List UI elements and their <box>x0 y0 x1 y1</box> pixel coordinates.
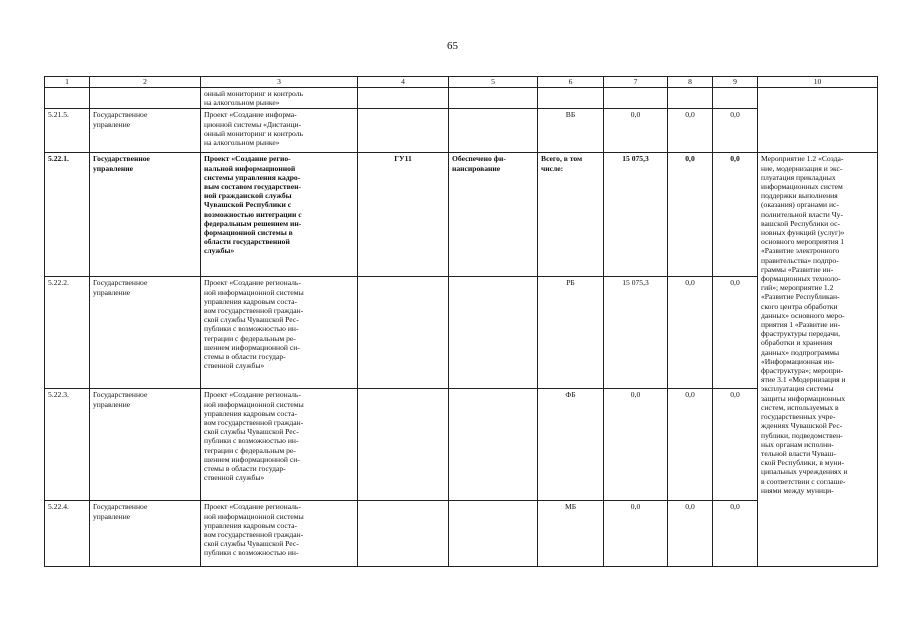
cell-value: 0,0 <box>668 153 713 277</box>
cell-num: 5.22.3. <box>45 389 90 501</box>
cell-result <box>449 389 538 501</box>
cell-note-prev <box>758 88 878 153</box>
cell-source: МБ <box>538 501 604 567</box>
cell-code <box>358 277 449 389</box>
cell-source: ВБ <box>538 109 604 153</box>
cell-manager: Государственное управление <box>90 153 201 277</box>
cell-code <box>358 501 449 567</box>
cell-num: 5.22.1. <box>45 153 90 277</box>
col-header: 8 <box>668 77 713 88</box>
table-row <box>45 153 878 277</box>
cell-project: Проект «Создание регио- нальной информационной системы управления кадро- вым составом государствен- ной гражданской службы Чувашской Республики с возможностью интеграции с федеральным решением ин- формационной системы в области государственной службы» <box>201 153 358 277</box>
cell-project: онный мониторинг и контроль на алкогольном рынке» <box>201 88 358 109</box>
table-row <box>45 277 878 389</box>
cell-value: 0,0 <box>604 501 668 567</box>
cell-num: 5.22.4. <box>45 501 90 567</box>
table-row <box>45 88 878 109</box>
cell-project: Проект «Создание информа- ционной системы «Дистанци- онный мониторинг и контроль на алкогольном рынке» <box>201 109 358 153</box>
cell-code <box>358 389 449 501</box>
cell-value: 0,0 <box>668 277 713 389</box>
cell-result: Обеспечено фи- нансирование <box>449 153 538 277</box>
col-header: 10 <box>758 77 878 88</box>
cell-project: Проект «Создание региональ- ной информационной системы управления кадровым соста- вом государственной граждан- ской службы Чувашской Рес- публики с возможностью ин- теграции с федеральным ре- шением информационной си- стемы в области государ- ственной службы» <box>201 389 358 501</box>
cell-result <box>449 88 538 109</box>
cell-manager: Государственное управление <box>90 501 201 567</box>
cell-value <box>668 88 713 109</box>
cell-source <box>538 88 604 109</box>
cell-value: 0,0 <box>668 501 713 567</box>
col-header: 5 <box>449 77 538 88</box>
table-row <box>45 501 878 567</box>
cell-value: 0,0 <box>604 109 668 153</box>
program-table <box>44 76 878 567</box>
cell-code <box>358 109 449 153</box>
cell-value <box>713 88 758 109</box>
cell-value <box>604 88 668 109</box>
cell-value: 0,0 <box>713 153 758 277</box>
cell-note: Мероприятие 1.2 «Созда- ние, модернизация и экс- плуатация прикладных информационных систем поддержки выполнения (оказания) органами ис- полнительной власти Чу- вашской Республики ос- новных функций (услуг)» основного мероприятия 1 «Развитие электронного правительства» подпро- граммы «Развитие ин- формационных техноло- гий»; мероприятие 1.2 «Развитие Республикан- ского центра обработки данных» основного меро- приятия 1 «Развитие ин- фраструктуры передачи, обработки и хранения данных» подпрограммы «Информационная ин- фраструктура»; меропри- ятие 3.1 «Модернизация и эксплуатация системы защиты информационных систем, используемых в государственных учре- ждениях Чувашской Рес- публики, подведомствен- ных органам исполни- тельной власти Чуваш- ской Республики, в муни- ципальных учреждениях и в соответствии с соглаше- ниями между муници- <box>758 153 878 567</box>
cell-num: 5.21.5. <box>45 109 90 153</box>
cell-value: 0,0 <box>713 501 758 567</box>
cell-value: 0,0 <box>713 389 758 501</box>
cell-manager: Государственное управление <box>90 277 201 389</box>
cell-project: Проект «Создание региональ- ной информационной системы управления кадровым соста- вом государственной граждан- ской службы Чувашской Рес- публики с возможностью ин- теграции с федеральным ре- шением информационной си- стемы в области государ- ственной службы» <box>201 277 358 389</box>
cell-manager: Государственное управление <box>90 109 201 153</box>
cell-value: 15 075,3 <box>604 153 668 277</box>
cell-manager: Государственное управление <box>90 389 201 501</box>
cell-value: 0,0 <box>668 109 713 153</box>
cell-value: 15 075,3 <box>604 277 668 389</box>
cell-value: 0,0 <box>713 109 758 153</box>
cell-num: 5.22.2. <box>45 277 90 389</box>
cell-result <box>449 277 538 389</box>
cell-source: ФБ <box>538 389 604 501</box>
table-row <box>45 389 878 501</box>
table-row <box>45 109 878 153</box>
col-header: 3 <box>201 77 358 88</box>
cell-code: ГУ11 <box>358 153 449 277</box>
col-header: 1 <box>45 77 90 88</box>
cell-project: Проект «Создание региональ- ной информационной системы управления кадровым соста- вом государственной граждан- ской службы Чувашской Рес- публики с возможностью ин- <box>201 501 358 567</box>
cell-num <box>45 88 90 109</box>
col-header: 7 <box>604 77 668 88</box>
cell-value: 0,0 <box>668 389 713 501</box>
header-row <box>45 77 878 88</box>
cell-manager <box>90 88 201 109</box>
cell-code <box>358 88 449 109</box>
cell-value: 0,0 <box>604 389 668 501</box>
cell-source: РБ <box>538 277 604 389</box>
cell-source: Всего, в том числе: <box>538 153 604 277</box>
col-header: 2 <box>90 77 201 88</box>
cell-result <box>449 109 538 153</box>
cell-value: 0,0 <box>713 277 758 389</box>
cell-result <box>449 501 538 567</box>
col-header: 9 <box>713 77 758 88</box>
col-header: 4 <box>358 77 449 88</box>
col-header: 6 <box>538 77 604 88</box>
page-number: 65 <box>447 40 458 52</box>
